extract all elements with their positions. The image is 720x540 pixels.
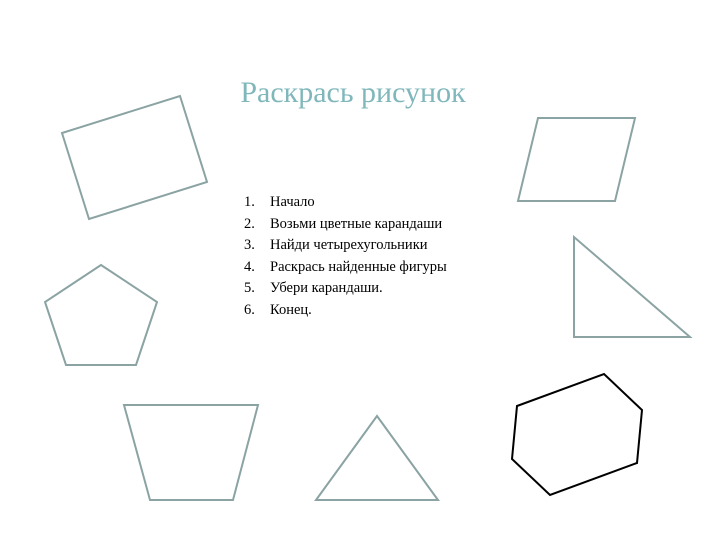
step-number: 3. (244, 237, 255, 253)
trapezoid-shape[interactable] (124, 405, 258, 500)
rectangle-shape[interactable] (62, 96, 207, 219)
step-number: 5. (244, 280, 255, 296)
step-number: 6. (244, 301, 255, 318)
step-text: Начало (270, 194, 315, 210)
step-number: 1. (244, 194, 255, 210)
pentagon-shape[interactable] (45, 265, 157, 365)
right-triangle-shape[interactable] (574, 237, 690, 337)
step-number: 4. (244, 258, 255, 275)
slide-title: Раскрась рисунок (240, 76, 466, 109)
parallelogram-shape[interactable] (518, 118, 635, 201)
step-number: 2. (244, 215, 255, 232)
step-text: Раскрась найденные фигуры (270, 258, 447, 275)
step-text: Найди четырехугольники (270, 237, 428, 253)
hexagon-shape[interactable] (512, 374, 642, 495)
triangle-shape[interactable] (316, 416, 438, 500)
step-text: Убери карандаши. (270, 280, 383, 296)
step-text: Возьми цветные карандаши (270, 215, 443, 232)
step-text: Конец. (270, 301, 312, 318)
